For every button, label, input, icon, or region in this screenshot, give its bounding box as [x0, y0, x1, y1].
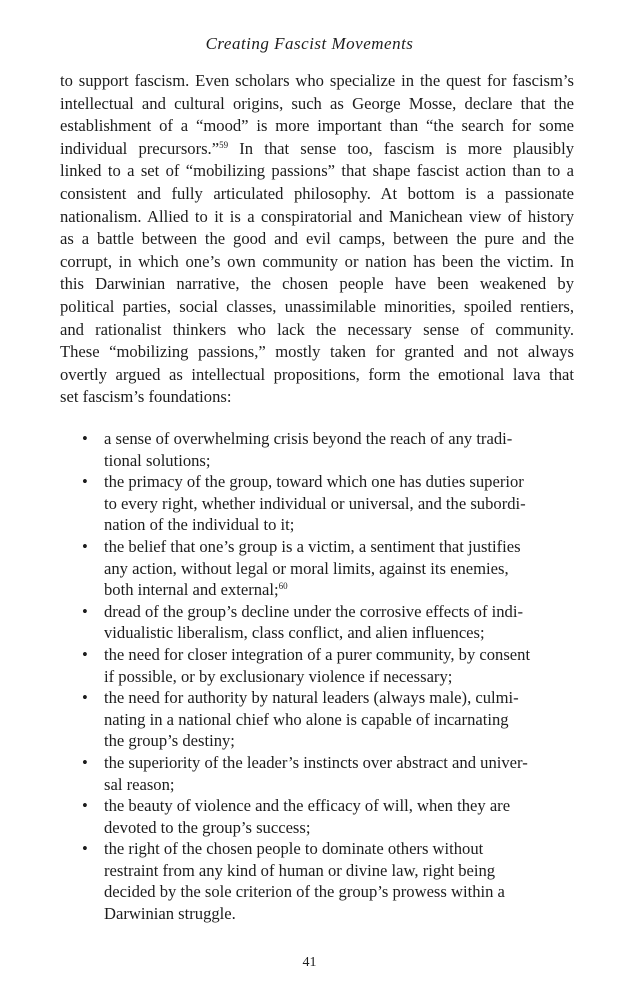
- line-text: These “mobilizing passions,” mostly taken for granted and not always: [60, 342, 574, 362]
- list-item-text: devoted to the group’s success;: [104, 817, 311, 837]
- list-item-text: sal reason;: [104, 774, 175, 794]
- list-item: [82, 752, 544, 795]
- list-item-text: if possible, or by exclusionary violence if necessary;: [104, 666, 453, 686]
- running-header: Creating Fascist Movements: [205, 34, 414, 53]
- text-line: [60, 138, 574, 161]
- list-item-line: [104, 450, 544, 472]
- list-item-line: [104, 774, 544, 796]
- list-item-text: vidualistic liberalism, class conflict, and alien influences;: [104, 623, 485, 643]
- list-item-text: nating in a national chief who alone is capable of incarnating: [104, 709, 509, 729]
- line-text: consistent and fully articulated philosophy. At bottom is a passionate: [60, 183, 574, 203]
- list-item-line: [104, 471, 544, 493]
- list-item-line: [104, 514, 544, 536]
- bullet-icon: •: [82, 536, 88, 556]
- list-item: [82, 838, 544, 924]
- list-item-text: any action, without legal or moral limits, against its enemies,: [104, 558, 509, 578]
- list-item-line: [104, 666, 544, 688]
- line-text: intellectual and cultural origins, such as George Mosse, declare that the: [60, 93, 574, 113]
- list-item-line: [104, 622, 544, 644]
- list-item-text: a sense of overwhelming crisis beyond the reach of any tradi-: [104, 429, 513, 448]
- list-item: [82, 795, 544, 838]
- list-item-line: [104, 493, 544, 515]
- list-item-line: [104, 730, 544, 752]
- bullet-icon: •: [82, 601, 88, 621]
- list-item-line: [104, 687, 544, 709]
- footnote-ref: 59: [219, 139, 229, 150]
- list-item: [82, 536, 544, 601]
- bullet-icon: •: [82, 688, 88, 708]
- text-line: [60, 386, 574, 409]
- line-text: to support fascism. Even scholars who specialize in the quest for fascism’s: [60, 71, 574, 90]
- text-line: [60, 319, 574, 342]
- list-item-line: [104, 558, 544, 580]
- line-text: and rationalist thinkers who lack the necessary sense of community.: [60, 319, 574, 339]
- list-item-text: the need for closer integration of a purer community, by consent: [104, 644, 531, 664]
- list-item-text: Darwinian struggle.: [104, 904, 236, 924]
- list-item-line: [104, 536, 544, 558]
- page-number: 41: [302, 955, 317, 970]
- list-item: [82, 601, 544, 644]
- body-paragraph: [60, 70, 574, 409]
- line-text: nationalism. Allied to it is a conspiratorial and Manichean view of history: [60, 206, 574, 226]
- list-item-line: [104, 903, 544, 925]
- list-item-line: [104, 795, 544, 817]
- list-item-line: [104, 752, 544, 774]
- text-line: [60, 273, 574, 296]
- bullet-icon: •: [82, 429, 88, 448]
- bullet-icon: •: [82, 644, 88, 664]
- list-item-line: [104, 838, 544, 860]
- line-text: corrupt, in which one’s own community or nation has been the victim. In: [60, 251, 574, 271]
- list-item-text: restraint from any kind of human or divine law, right being: [104, 860, 496, 880]
- bullet-icon: •: [82, 752, 88, 772]
- text-line: [60, 93, 574, 116]
- list-item-line: [104, 709, 544, 731]
- text-line: [60, 228, 574, 251]
- bullet-list: [82, 428, 544, 925]
- text-line: [60, 115, 574, 138]
- list-item-text: the group’s destiny;: [104, 731, 235, 751]
- bullet-icon: •: [82, 796, 88, 816]
- list-item-text: the superiority of the leader’s instincts over abstract and univer-: [104, 752, 528, 772]
- list-item: [82, 428, 544, 471]
- list-item-line: [104, 644, 544, 666]
- text-line: [60, 70, 574, 93]
- text-line: [60, 251, 574, 274]
- text-line: [60, 364, 574, 387]
- line-text: set fascism’s foundations:: [60, 387, 232, 407]
- list-item: [82, 687, 544, 752]
- list-item-text: the need for authority by natural leaders (always male), culmi-: [104, 688, 519, 708]
- line-text: as a battle between the good and evil camps, between the pure and the: [60, 229, 574, 249]
- list-item-text: tional solutions;: [104, 450, 211, 470]
- line-text: establishment of a “mood” is more important than “the search for some: [60, 116, 574, 136]
- list-item: [82, 471, 544, 536]
- bullet-icon: •: [82, 839, 88, 859]
- list-item-text: decided by the sole criterion of the group’s prowess within a: [104, 882, 505, 902]
- list-item-text: to every right, whether individual or universal, and the subordi-: [104, 493, 526, 513]
- list-item-line: [104, 579, 544, 601]
- list-item-line: [104, 428, 544, 450]
- text-line: [60, 206, 574, 229]
- list-item-text: the belief that one’s group is a victim, a sentiment that justifies: [104, 536, 521, 556]
- line-text: linked to a set of “mobilizing passions” that shape fascist action than to a: [60, 161, 574, 181]
- list-item-line: [104, 817, 544, 839]
- list-item-line: [104, 881, 544, 903]
- list-item-text: dread of the group’s decline under the corrosive effects of indi-: [104, 601, 523, 621]
- list-item: [82, 644, 544, 687]
- bullet-icon: •: [82, 472, 88, 492]
- line-text: overtly argued as intellectual propositions, form the emotional lava that: [60, 364, 574, 384]
- list-item-text: nation of the individual to it;: [104, 515, 295, 535]
- line-text: this Darwinian narrative, the chosen people have been weakened by: [60, 274, 574, 294]
- text-line: [60, 296, 574, 319]
- text-line: [60, 160, 574, 183]
- list-item-line: [104, 860, 544, 882]
- list-item-text: the primacy of the group, toward which one has duties superior: [104, 472, 524, 492]
- line-text: individual precursors.”: [60, 138, 220, 158]
- list-item-line: [104, 601, 544, 623]
- list-item-text: the right of the chosen people to dominate others without: [104, 839, 484, 859]
- line-text: political parties, social classes, unassimilable minorities, spoiled rentiers,: [60, 296, 574, 316]
- text-line: [60, 183, 574, 206]
- list-item-text: the beauty of violence and the efficacy of will, when they are: [104, 796, 511, 816]
- text-line: [60, 341, 574, 364]
- list-item-text: both internal and external;: [104, 580, 279, 600]
- footnote-ref: 60: [278, 581, 288, 592]
- line-text-continued: In that sense too, fascism is more plausibly: [228, 138, 574, 158]
